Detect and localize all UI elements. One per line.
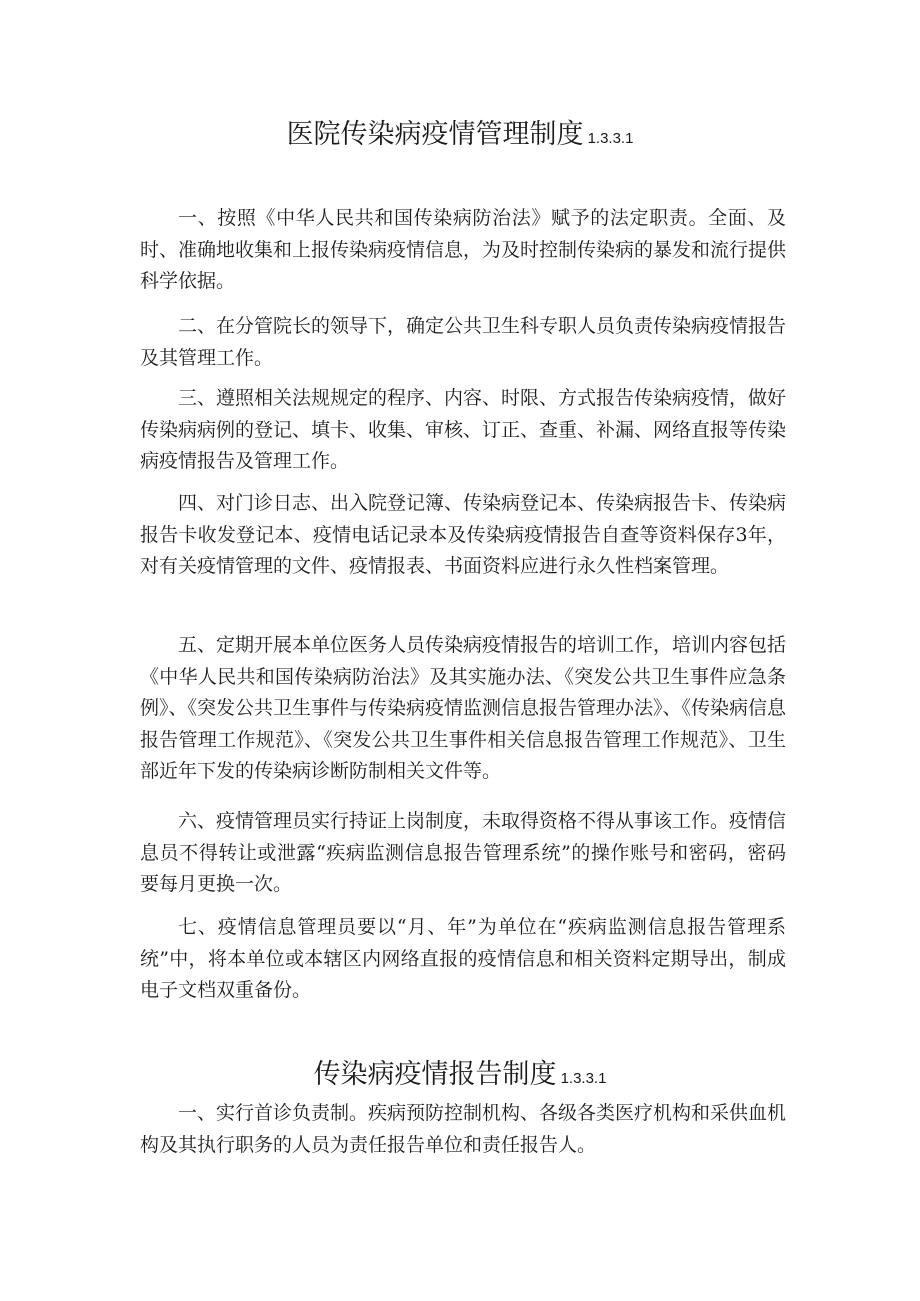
paragraph-1: 一、按照《中华人民共和国传染病防治法》赋予的法定职责。全面、及时、准确地收集和上报传染病疫情信息，为及时控制传染病的暴发和流行提供科学依据。 <box>140 207 787 293</box>
paragraph-7: 七、疫情信息管理员要以“月、年”为单位在“疾病监测信息报告管理系统”中，将本单位或本辖区内网络直报的疫情信息和相关资料定期导出，制成电子文档双重备份。 <box>140 916 786 1002</box>
paragraph-2: 二、在分管院长的领导下，确定公共卫生科专职人员负责传染病疫情报告及其管理工作。 <box>140 315 787 369</box>
paragraph-5: 五、定期开展本单位医务人员传染病疫情报告的培训工作，培训内容包括《中华人民共和国传染病防治法》及其实施办法、《突发公共卫生事件应急条例》、《突发公共卫生事件与传染病疫情监测信息报告管理办法》、《传染病信息报告管理工作规范》、《突发公共卫生事件相关信息报告管理工作规范》、卫生部近年下发的传染病诊断防制相关文件等。 <box>140 634 787 783</box>
document-title-code: 1.3.3.1 <box>587 130 634 147</box>
document-title-text: 医院传染病疫情管理制度 <box>286 119 584 150</box>
document-title <box>0 118 920 156</box>
section2-paragraph-1: 一、实行首诊负责制。疾病预防控制机构、各级各类医疗机构和采供血机构及其执行职务的人员为责任报告单位和责任报告人。 <box>140 1102 787 1156</box>
paragraph-6: 六、疫情管理员实行持证上岗制度，未取得资格不得从事该工作。疫情信息员不得转让或泄露“疾病监测信息报告管理系统”的操作账号和密码，密码要每月更换一次。 <box>140 810 787 896</box>
paragraph-4: 四、对门诊日志、出入院登记簿、传染病登记本、传染病报告卡、传染病报告卡收发登记本、疫情电话记录本及传染病疫情报告自查等资料保存3年，对有关疫情管理的文件、疫情报表、书面资料应进行永久性档案管理。 <box>140 492 787 578</box>
paragraph-3: 三、遵照相关法规规定的程序、内容、时限、方式报告传染病疫情，做好传染病病例的登记、填卡、收集、审核、订正、查重、补漏、网络直报等传染病疫情报告及管理工作。 <box>140 387 787 473</box>
section2-title-code: 1.3.3.1 <box>560 1070 607 1087</box>
section2-title-text: 传染病疫情报告制度 <box>313 1059 557 1090</box>
section2-title <box>0 1058 920 1096</box>
